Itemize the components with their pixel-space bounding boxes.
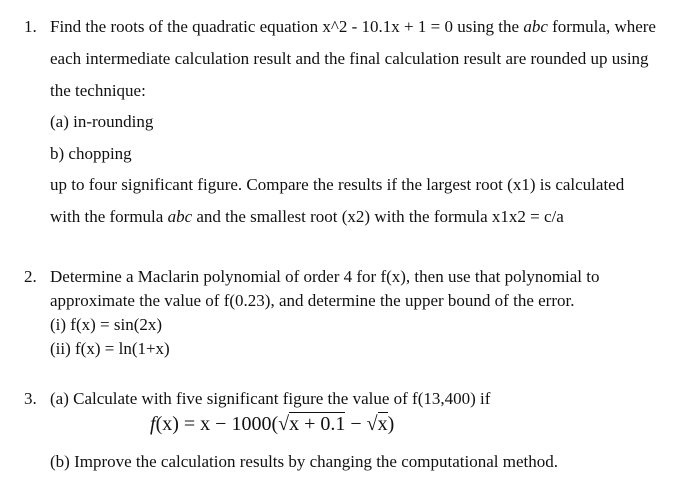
q1-line7-text: with the formula [50,207,168,226]
q1-line1-text: Find the roots of the quadratic equation x^2 - 10.1x + 1 = 0 using the [50,17,524,36]
q1-line7-end: and the smallest root (x2) with the formula x1x2 = c/a [192,207,564,226]
question-2-item-ii: (ii) f(x) = ln(1+x) [50,339,170,358]
q1-line1-end: formula, where [547,17,656,36]
q1-line7-abc-italic: abc [167,207,193,226]
question-1-line-2: each intermediate calculation result and the final calculation result are rounded up using [50,49,649,68]
sqrt-x: √x [366,413,388,435]
q1-abc-italic: abc [523,17,548,36]
question-1-line-1 [50,17,656,37]
question-3-formula [150,412,394,436]
question-1-option-b: b) chopping [50,144,132,163]
radicand-1: x + 0.1 [289,413,346,435]
question-2-line-1: Determine a Maclarin polynomial of order 4 for f(x), then use that polynomial to [50,267,600,286]
question-2-line-2: approximate the value of f(0.23), and determine the upper bound of the error. [50,291,575,310]
formula-f: f [150,413,156,435]
question-2-item-i: (i) f(x) = sin(2x) [50,315,163,334]
question-1-line-3: the technique: [50,81,146,100]
question-1-line-7 [50,207,564,227]
question-3-part-b: (b) Improve the calculation results by changing the computational method. [50,452,558,471]
question-2-number: 2. [24,267,37,286]
question-1-option-a: (a) in-rounding [50,112,154,131]
formula-lhs: (x) = x − 1000( [155,413,279,435]
question-3-number: 3. [24,389,37,408]
formula-close: ) [387,413,395,435]
formula-minus: − [345,413,367,435]
radicand-2: x [377,413,388,435]
sqrt-x-plus-0-1: √x + 0.1 [278,413,346,435]
question-3-part-a: (a) Calculate with five significant figure the value of f(13,400) if [50,389,491,408]
question-1-line-6: up to four significant figure. Compare the results if the largest root (x1) is calculated [50,175,625,194]
question-1-number: 1. [24,17,37,36]
